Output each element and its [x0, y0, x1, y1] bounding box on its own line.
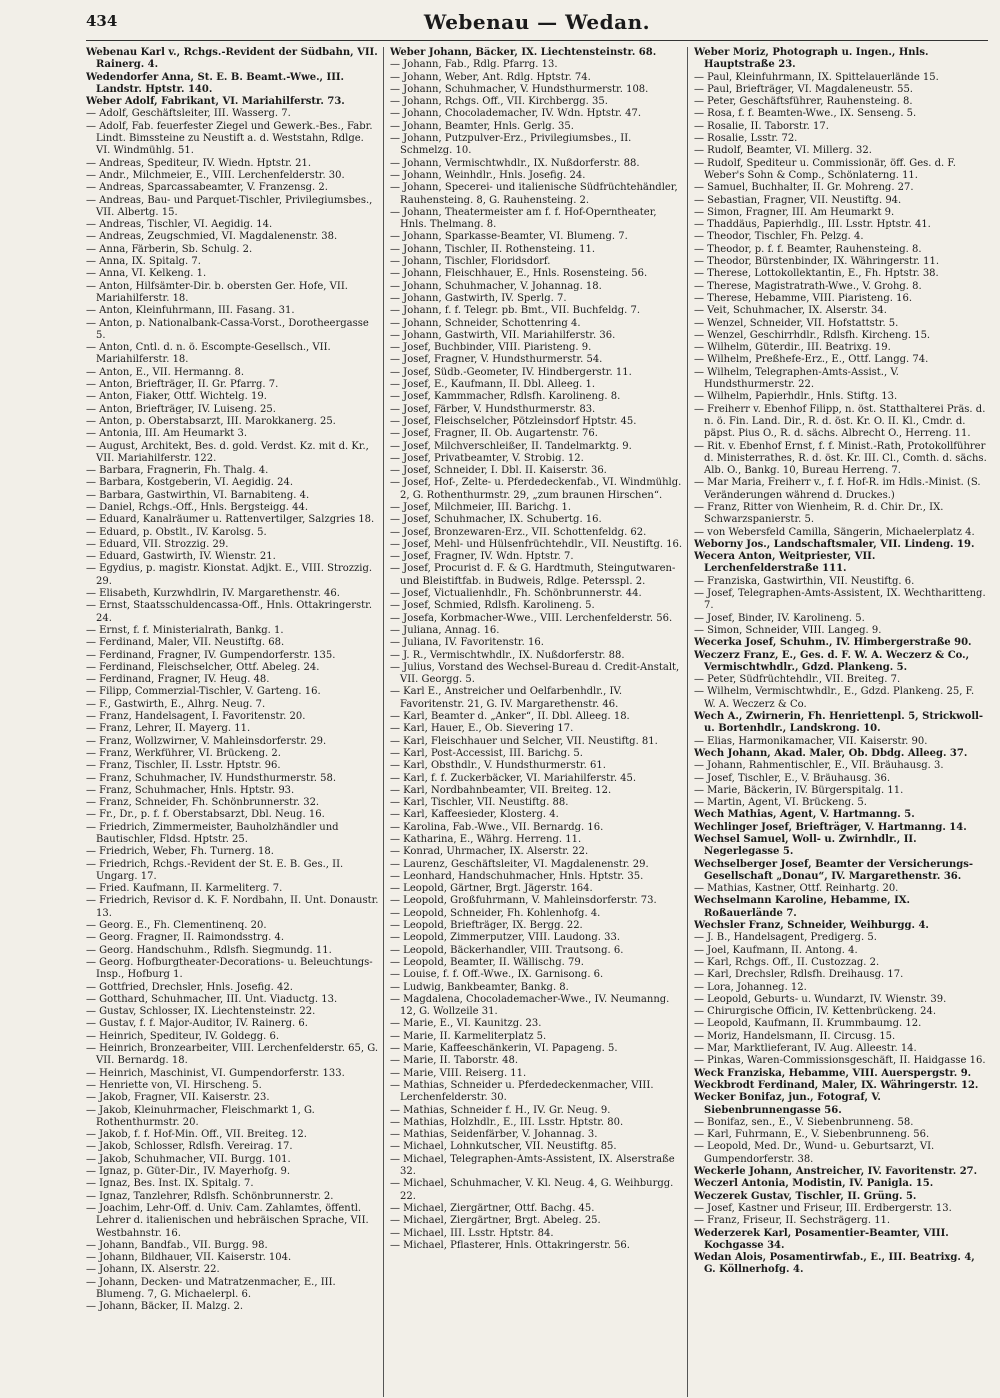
directory-entry: Weber Moriz, Photograph u. Ingen., Hnls. Hauptstraße 23.	[694, 47, 929, 71]
directory-entry: Wechsel Samuel, Woll- u. Zwirnhdlr., II. Negerlegasse 5.	[694, 834, 917, 858]
directory-entry: — Ernst, Staatsschuldencassa-Off., Hnls. Ottakringerstr. 24.	[86, 600, 373, 624]
directory-entry: — Wilhelm, Telegraphen-Amts-Assist., V. Hundsthurmerstr. 22.	[694, 366, 899, 391]
directory-entry: — Anton, p. Nationalbank-Cassa-Vorst., Dorotheergasse 5.	[86, 317, 369, 341]
directory-entry: — Rosalie, Lsstr. 72.	[694, 133, 798, 145]
directory-entry: — Barbara, Gastwirthin, VI. Barnabiteng. 4.	[86, 489, 310, 501]
directory-entry: Weck Franziska, Hebamme, VIII. Auerspergstr. 9.	[694, 1067, 972, 1079]
directory-entry: — Anna, IX. Spitalg. 7.	[86, 256, 201, 268]
directory-entry: — Theodor, Bürstenbinder, IX. Währingerstr. 11.	[694, 256, 940, 268]
directory-entry: — Johann, IX. Alserstr. 22.	[86, 1264, 220, 1276]
directory-entry: — Josef, Mehl- und Hülsenfrüchtehdlr., VII. Neustiftg. 16.	[390, 538, 683, 550]
directory-entry: — Karl, Obsthdlr., V. Hundsthurmerstr. 61.	[390, 760, 606, 772]
directory-entry: — Ludwig, Bankbeamter, Bankg. 8.	[390, 981, 569, 993]
directory-entry: — Johann, Schuhmacher, V. Hundsthurmerstr. 108.	[390, 83, 649, 95]
directory-entry: — Jakob, Schuhmacher, VII. Burgg. 101.	[86, 1153, 291, 1165]
directory-entry: — Josef, Hof-, Zelte- u. Pferdedeckenfab., VI. Windmühlg. 2, G. Rothenthurmstr. 29, „zum braunen Hirschen“.	[390, 477, 682, 501]
directory-entry: — Franz, Werkführer, VI. Brückeng. 2.	[86, 747, 281, 759]
directory-entry: Wedan Alois, Posamentirwfab., E., III. Beatrixg. 4, G. Köllnerhofg. 4.	[694, 1252, 975, 1276]
directory-entry: Wech Johann, Akad. Maler, Ob. Dbdg. Alleeg. 37.	[694, 747, 968, 759]
directory-entry: — Paul, Kleinfuhrmann, IX. Spittelauerlände 15.	[694, 71, 939, 83]
directory-entry: — Georg. Hofburgtheater-Decorations- u. Beleuchtungs-Insp., Hofburg 1.	[86, 956, 373, 981]
directory-entry: — Wilhelm, Vermischtwhdlr., E., Gdzd. Plankeng. 25, F. W. A. Weczerz & Co.	[694, 686, 975, 710]
directory-entry: — Gotthard, Schuhmacher, III. Unt. Viaductg. 13.	[86, 993, 338, 1005]
directory-entry: — Karl, Fleischhauer und Selcher, VII. Neustiftg. 81.	[390, 735, 658, 747]
directory-entry: — Anton, p. Oberstabsarzt, III. Marokkanerg. 25.	[86, 415, 336, 427]
directory-entry: — Josef, Fleischselcher, Pötzleinsdorf Hptstr. 45.	[390, 415, 637, 427]
directory-entry: — Franziska, Gastwirthin, VII. Neustiftg. 6.	[694, 575, 915, 587]
directory-entry: — Anton, Kleinfuhrmann, III. Fasang. 31.	[86, 305, 295, 317]
directory-entry: — Johann, f. f. Telegr. pb. Bmt., VII. Buchfeldg. 7.	[390, 305, 640, 317]
directory-entry: — Johann, Vermischtwhdlr., IX. Nußdorferstr. 88.	[390, 157, 640, 169]
column-middle	[390, 47, 688, 1397]
directory-entry: — Gustav, Schlosser, IX. Liechtensteinstr. 22.	[86, 1006, 316, 1018]
directory-entry: — Georg. E., Fh. Clementinenq. 20.	[86, 920, 267, 932]
directory-entry: — Johann, Gastwirth, VII. Mariahilferstr. 36.	[390, 329, 616, 341]
directory-entry: — Barbara, Fragnerin, Fh. Thalg. 4.	[86, 465, 269, 477]
directory-entry: — Johann, Schneider, Schottenring 4.	[390, 317, 581, 329]
directory-entry: — Leopold, Med. Dr., Wund- u. Geburtsarzt, VI. Gumpendorferstr. 38.	[694, 1141, 935, 1165]
directory-entry: Wechlinger Josef, Briefträger, V. Hartmanng. 14.	[694, 821, 967, 833]
directory-entry: — Leopold, Bäckerhandler, VIII. Trautsong. 6.	[390, 944, 624, 956]
directory-entry: — Wenzel, Schneider, VII. Hofstattstr. 5.	[694, 317, 899, 329]
directory-entry: — Leopold, Schneider, Fh. Kohlenhofg. 4.	[390, 907, 601, 919]
directory-entry: — Wenzel, Geschirrhdlr., Rdlsfh. Kircheng. 15.	[694, 329, 931, 341]
directory-entry: — Moriz, Handelsmann, II. Circusg. 15.	[694, 1030, 896, 1042]
directory-entry: — Andreas, Spediteur, IV. Wiedn. Hptstr. 21.	[86, 157, 312, 169]
directory-entry: — Josef, Schmied, Rdlsfh. Karolineng. 5.	[390, 600, 595, 612]
directory-entry: — Rudolf, Beamter, VI. Millerg. 32.	[694, 145, 872, 157]
directory-entry: — Barbara, Kostgeberin, VI. Aegidig. 24.	[86, 477, 294, 489]
directory-entry: — Gottfried, Drechsler, Hnls. Josefig. 42.	[86, 981, 293, 993]
directory-entry: Weczerz Franz, E., Ges. d. F. W. A. Weczerz & Co., Vermischtwhdlr., Gdzd. Plankeng. 5.	[694, 649, 970, 673]
directory-entry: — Johann, Theatermeister am f. f. Hof-Operntheater, Hnls. Thelmang. 8.	[390, 206, 657, 231]
directory-entry: — Anton, Fiaker, Ottf. Wichtelg. 19.	[86, 391, 267, 403]
directory-entry: — Josef, Bronzewaren-Erz., VII. Schottenfeldg. 62.	[390, 526, 647, 538]
directory-entry: — Pinkas, Waren-Commissionsgeschäft, II. Haidgasse 16.	[694, 1055, 986, 1067]
directory-entry: — August, Architekt, Bes. d. gold. Verdst. Kz. mit d. Kr., VII. Mariahilferstr. 122.	[86, 440, 369, 464]
directory-entry: — Karl, Hauer, E., Ob. Sievering 17.	[390, 723, 574, 735]
directory-entry: — Mathias, Kastner, Ottf. Reinhartg. 20.	[694, 883, 899, 895]
directory-entry: — Josef, Färber, V. Hundsthurmerstr. 83.	[390, 403, 596, 415]
directory-entry: — Josef, Milchverschleißer, II. Tandelmarktg. 9.	[390, 440, 632, 452]
directory-entry: — J. R., Vermischtwhdlr., IX. Nußdorferstr. 88.	[390, 649, 625, 661]
directory-entry: — Eduard, Kanalräumer u. Rattenvertilger, Salzgries 18.	[86, 514, 375, 526]
directory-entry: — Josef, Fragner, IV. Wdn. Hptstr. 7.	[390, 551, 574, 563]
directory-entry: — Johann, Rchgs. Off., VII. Kirchbergg. 35.	[390, 96, 608, 108]
directory-entry: — Ferdinand, Fragner, IV. Gumpendorferstr. 135.	[86, 649, 336, 661]
directory-entry: — Josef, Procurist d. F. & G. Hardtmuth, Steingutwaren- und Bleistiftfab. in Budweis, Rdlge. Petersspl. 2.	[390, 563, 676, 587]
directory-entry: — Rosalie, II. Taborstr. 17.	[694, 120, 829, 132]
directory-entry: — Leopold, Beamter, II. Wällischg. 79.	[390, 956, 584, 968]
directory-entry: — Bonifaz, sen., E., V. Siebenbrunneng. 58.	[694, 1116, 914, 1128]
directory-entry: — Georg. Fragner, II. Raimondsstrg. 4.	[86, 932, 285, 944]
page-number: 434	[86, 12, 118, 30]
directory-entry: — Karl, Tischler, VII. Neustiftg. 88.	[390, 797, 569, 809]
directory-entry: — Josefa, Korbmacher-Wwe., VIII. Lerchenfelderstr. 56.	[390, 612, 673, 624]
directory-entry: — Jakob, Fragner, VII. Kaiserstr. 23.	[86, 1092, 270, 1104]
directory-entry: — Josef, Victualienhdlr., Fh. Schönbrunnerstr. 44.	[390, 588, 642, 600]
directory-entry: — Mathias, Schneider f. H., IV. Gr. Neug. 9.	[390, 1104, 611, 1116]
directory-entry: — Michael, Lohnkutscher, VII. Neustiftg. 85.	[390, 1141, 617, 1153]
directory-entry: — Marie, Kaffeeschänkerin, VI. Papageng. 5.	[390, 1043, 618, 1055]
directory-entry: — Elias, Harmonikamacher, VII. Kaiserstr. 90.	[694, 735, 928, 747]
directory-entry: Webenau Karl v., Rchgs.-Revident der Südbahn, VII. Rainerg. 4.	[86, 47, 378, 71]
directory-entry: — Lora, Johanneg. 12.	[694, 981, 807, 993]
directory-entry: — Jakob, Schlosser, Rdlsfh. Vereirag. 17.	[86, 1141, 293, 1153]
directory-entry: — Theodor, p. f. f. Beamter, Rauhensteing. 8.	[694, 243, 922, 255]
directory-entry: — Johann, Rahmentischler, E., VII. Bräuhausg. 3.	[694, 760, 944, 772]
directory-entry: — Julius, Vorstand des Wechsel-Bureau d. Credit-Anstalt, VII. Georgg. 5.	[390, 661, 680, 686]
directory-entry: Wecerka Josef, Schuhm., IV. Himbergerstraße 90.	[694, 637, 972, 649]
directory-entry: — Andreas, Sparcassabeamter, V. Franzensg. 2.	[86, 182, 328, 194]
directory-entry: — Jakob, f. f. Hof-Min. Off., VII. Breiteg. 12.	[86, 1129, 307, 1141]
directory-entry: — Filipp, Commerzial-Tischler, V. Garteng. 16.	[86, 686, 321, 698]
directory-entry: — Franz, Schneider, Fh. Schönbrunnerstr. 32.	[86, 797, 320, 809]
directory-entry: — Laurenz, Geschäftsleiter, VI. Magdalenenstr. 29.	[390, 858, 649, 870]
directory-entry: Weber Adolf, Fabrikant, VI. Mariahilferstr. 73.	[86, 96, 345, 108]
directory-entry: — Andr., Milchmeier, E., VIII. Lerchenfelderstr. 30.	[86, 169, 345, 181]
directory-entry: — Josef, Privatbeamter, V. Strobig. 12.	[390, 452, 584, 464]
directory-entry: — von Webersfeld Camilla, Sängerin, Michaelerplatz 4.	[694, 526, 975, 538]
directory-entry: Wechselberger Josef, Beamter der Versicherungs-Gesellschaft „Donau“, IV. Margarethenstr. 36.	[694, 858, 974, 882]
directory-entry: Wechselmann Karoline, Hebamme, IX. Roßauerlände 7.	[694, 895, 911, 919]
directory-entry: — Karl, Beamter d. „Anker“, II. Dbl. Alleeg. 18.	[390, 711, 630, 723]
directory-entry: — Josef, Schneider, I. Dbl. II. Kaiserstr. 36.	[390, 465, 607, 477]
directory-entry: Wederzerek Karl, Posamentier-Beamter, VIII. Kochgasse 34.	[694, 1227, 949, 1251]
directory-entry: — Magdalena, Chocolademacher-Wwe., IV. Neumanng. 12, G. Wollzeile 31.	[390, 993, 670, 1018]
directory-entry: — Therese, Magistratrath-Wwe., V. Grohg. 8.	[694, 280, 922, 292]
directory-entry: Weborny Jos., Landschaftsmaler, VII. Lindeng. 19.	[694, 538, 975, 550]
directory-entry: — Rit. v. Ebenhof Ernst, f. f. Minist.-Rath, Protokollführer d. Ministerrathes, R. d. öst. Kr. III. Cl., Comth. d. sächs. Alb. O., Bankg. 10, Bureau Herreng. 7.	[694, 440, 987, 477]
directory-entry: — Karl, Fuhrmann, E., V. Siebenbrunneng. 56.	[694, 1129, 930, 1141]
directory-entry: — Marie, Bäckerin, IV. Bürgerspitalg. 11.	[694, 784, 904, 796]
directory-entry: — Mathias, Seidenfärber, V. Johannag. 3.	[390, 1129, 598, 1141]
directory-entry: — Josef, Kastner und Friseur, III. Erdbergerstr. 13.	[694, 1202, 952, 1214]
directory-entry: — Josef, Fragner, V. Hundsthurmerstr. 54.	[390, 354, 603, 366]
directory-entry: Weckbrodt Ferdinand, Maler, IX. Währingerstr. 12.	[694, 1079, 979, 1091]
directory-entry: — Samuel, Buchhalter, II. Gr. Mohreng. 27.	[694, 182, 914, 194]
directory-entry: — Mar, Marktlieferant, IV. Aug. Alleestr. 14.	[694, 1043, 917, 1055]
directory-entry: — Heinrich, Bronzearbeiter, VIII. Lerchenfelderstr. 65, G. VII. Bernardg. 18.	[86, 1043, 379, 1067]
directory-entry: — Mathias, Schneider u. Pferdedeckenmacher, VIII. Lerchenfelderstr. 30.	[390, 1079, 654, 1104]
directory-entry: — Franz, Friseur, II. Sechsträgerg. 11.	[694, 1215, 891, 1227]
directory-entry: — Josef, Binder, IV. Karolineng. 5.	[694, 612, 865, 624]
directory-entry: — Franz, Schuhmacher, IV. Hundsthurmerstr. 58.	[86, 772, 337, 784]
directory-entry: — Ferdinand, Maler, VII. Neustiftg. 68.	[86, 637, 285, 649]
directory-entry: — Josef, Milchmeier, III. Barichg. 1.	[390, 501, 572, 513]
directory-entry: — Karl E., Anstreicher und Oelfarbenhdlr., IV. Favoritenstr. 21, G. IV. Margarethenstr. 46.	[390, 686, 623, 710]
directory-entry: — Ignaz, p. Güter-Dir., IV. Mayerhofg. 9.	[86, 1166, 291, 1178]
directory-entry: — Leopold, Zimmerputzer, VIII. Laudong. 33.	[390, 932, 621, 944]
directory-columns	[86, 47, 988, 1397]
directory-entry: — Therese, Hebamme, VIII. Piaristeng. 16.	[694, 292, 913, 304]
directory-entry: — Friedrich, Rchgs.-Revident der St. E. B. Ges., II. Ungarg. 17.	[86, 858, 344, 882]
directory-entry: — Johann, Bildhauer, VII. Kaiserstr. 104.	[86, 1252, 292, 1264]
directory-entry: — Ignaz, Tanzlehrer, Rdlsfh. Schönbrunnerstr. 2.	[86, 1190, 334, 1202]
directory-entry: — Josef, E., Kaufmann, II. Dbl. Alleeg. 1.	[390, 379, 596, 391]
directory-entry: — Johann, Weber, Ant. Rdlg. Hptstr. 74.	[390, 71, 591, 83]
directory-entry: — Chirurgische Officin, IV. Kettenbrückeng. 24.	[694, 1006, 937, 1018]
directory-entry: — Andreas, Tischler, VI. Aegidig. 14.	[86, 219, 273, 231]
directory-entry: — Egydius, p. magistr. Kionstat. Adjkt. E., VIII. Strozzig. 29.	[86, 563, 373, 587]
directory-entry: — Karolina, Fab.-Wwe., VII. Bernardg. 16.	[390, 821, 604, 833]
directory-entry: — Josef, Telegraphen-Amts-Assistent, IX. Wechtharitteng. 7.	[694, 588, 986, 612]
directory-entry: — J. B., Handelsagent, Predigerg. 5.	[694, 932, 877, 944]
directory-entry: — Johann, Tischler, II. Rothensteing. 11.	[390, 243, 596, 255]
directory-entry: — Eduard, p. Obstlt., IV. Karolsg. 5.	[86, 526, 267, 538]
directory-entry: — Antonia, III. Am Heumarkt 3.	[86, 428, 248, 440]
directory-entry: Weckerle Johann, Anstreicher, IV. Favoritenstr. 27.	[694, 1166, 978, 1178]
directory-entry: — Johann, Fleischhauer, E., Hnls. Rosensteing. 56.	[390, 268, 648, 280]
directory-entry: — Franz, Handelsagent, I. Favoritenstr. 20.	[86, 711, 306, 723]
directory-entry: — Anton, Hilfsämter-Dir. b. obersten Ger. Hofe, VII. Mariahilferstr. 18.	[86, 280, 348, 304]
directory-entry: — Konrad, Uhrmacher, IX. Alserstr. 22.	[390, 846, 589, 858]
directory-entry: — Marie, E., VI. Kaunitzg. 23.	[390, 1018, 542, 1030]
directory-entry: — Andreas, Zeugschmied, VI. Magdalenenstr. 38.	[86, 231, 338, 243]
directory-entry: — Fried. Kaufmann, II. Karmeliterg. 7.	[86, 883, 283, 895]
directory-entry: — Peter, Geschäftsführer, Rauhensteing. 8.	[694, 96, 913, 108]
directory-entry: — Leopold, Gärtner, Brgt. Jägerstr. 164.	[390, 883, 593, 895]
directory-entry: — Johann, Decken- und Matratzenmacher, E., III. Blumeng. 7, G. Michaelerpl. 6.	[86, 1276, 336, 1300]
directory-entry: — Juliana, IV. Favoritenstr. 16.	[390, 637, 544, 649]
directory-entry: Weber Johann, Bäcker, IX. Liechtensteinstr. 68.	[390, 47, 657, 58]
directory-entry: — Josef, Tischler, E., V. Bräuhausg. 36.	[694, 772, 890, 784]
directory-entry: — Johann, Bandfab., VII. Burgg. 98.	[86, 1239, 268, 1251]
directory-entry: — Ernst, f. f. Ministerialrath, Bankg. 1.	[86, 624, 284, 636]
directory-entry: — Joel, Kaufmann, II. Antong. 4.	[694, 944, 858, 956]
directory-entry: — Jakob, Kleinuhrmacher, Fleischmarkt 1, G. Rothenthurmstr. 20.	[86, 1104, 315, 1128]
directory-entry: — Simon, Schneider, VIII. Langeg. 9.	[694, 624, 882, 636]
directory-entry: — Veit, Schuhmacher, IX. Alserstr. 34.	[694, 305, 887, 317]
running-title: Webenau — Wedan.	[423, 10, 651, 34]
directory-entry: — Simon, Fragner, III. Am Heumarkt 9.	[694, 206, 895, 218]
directory-entry: — Johann, Gastwirth, IV. Sperlg. 7.	[390, 292, 567, 304]
directory-entry: — Johann, Beamter, Hnls. Gerlg. 35.	[390, 120, 574, 132]
directory-entry: — Franz, Ritter von Wienheim, R. d. Chir. Dr., IX. Schwarzspanierstr. 5.	[694, 501, 944, 526]
column-right	[694, 47, 988, 1397]
directory-entry: — Ferdinand, Fleischselcher, Ottf. Abeleg. 24.	[86, 661, 320, 673]
directory-entry: — Leopold, Geburts- u. Wundarzt, IV. Wienstr. 39.	[694, 993, 947, 1005]
directory-entry: — Josef, Kammmacher, Rdlsfh. Karolineng. 8.	[390, 391, 621, 403]
directory-entry: — Johann, Bäcker, II. Malzg. 2.	[86, 1301, 244, 1313]
directory-entry: — Leonhard, Handschuhmacher, Hnls. Hptstr. 35.	[390, 870, 644, 882]
directory-entry: — Johann, Tischler, Floridsdorf.	[390, 256, 551, 268]
directory-entry: — Josef, Buchbinder, VIII. Piaristeng. 9.	[390, 342, 592, 354]
column-left	[86, 47, 384, 1397]
directory-entry: — Marie, II. Taborstr. 48.	[390, 1055, 519, 1067]
directory-entry: — Leopold, Großfuhrmann, V. Mahleinsdorferstr. 73.	[390, 895, 657, 907]
page-header	[86, 8, 988, 41]
directory-entry: — Friedrich, Zimmermeister, Bauholzhändler und Bautischler, Fldsd. Hptstr. 25.	[86, 821, 339, 845]
directory-entry: — Leopold, Kaufmann, II. Krummbaumg. 12.	[694, 1018, 922, 1030]
directory-entry: — Anna, Färberin, Sb. Schulg. 2.	[86, 243, 253, 255]
directory-entry: Wecker Bonifaz, jun., Fotograf, V. Siebenbrunnengasse 56.	[694, 1092, 881, 1116]
directory-entry: — Mathias, Holzhdlr., E., III. Lsstr. Hptstr. 80.	[390, 1116, 624, 1128]
directory-entry: — Anton, Briefträger, IV. Luiseng. 25.	[86, 403, 276, 415]
directory-entry: — Michael, III. Lsstr. Hptstr. 84.	[390, 1227, 554, 1239]
directory-entry: — Wilhelm, Preßhefe-Erz., E., Ottf. Langg. 74.	[694, 354, 929, 366]
directory-entry: — Michael, Ziergärtner, Brgt. Abeleg. 25.	[390, 1215, 601, 1227]
directory-entry: — Adolf, Geschäftsleiter, III. Wasserg. 7.	[86, 108, 291, 120]
directory-entry: — Leopold, Briefträger, IX. Bergg. 22.	[390, 920, 583, 932]
directory-entry: — Juliana, Annag. 16.	[390, 624, 500, 636]
directory-entry: — Ferdinand, Fragner, IV. Heug. 48.	[86, 674, 270, 686]
directory-entry: — Ignaz, Bes. Inst. IX. Spitalg. 7.	[86, 1178, 254, 1190]
directory-entry: — Eduard, Gastwirth, IV. Wienstr. 21.	[86, 551, 276, 563]
directory-entry: — Gustav, f. f. Major-Auditor, IV. Rainerg. 6.	[86, 1018, 308, 1030]
directory-entry: — Karl, Drechsler, Rdlsfh. Dreihausg. 17.	[694, 969, 904, 981]
directory-entry: — Friedrich, Weber, Fh. Turnerg. 18.	[86, 846, 274, 858]
directory-entry: — Joachim, Lehr-Off. d. Univ. Cam. Zahlamtes, öffentl. Lehrer d. italienischen und hebräischen Sprache, VII. Westbahnstr. 16.	[86, 1202, 369, 1239]
directory-entry: Wech A., Zwirnerin, Fh. Henriettenpl. 5, Strickwoll- u. Bortenhdlr., Landskrong. 10.	[694, 711, 984, 735]
directory-entry: Wecera Anton, Weitpriester, VII. Lerchenfelderstraße 111.	[694, 551, 876, 575]
directory-entry: — Rudolf, Spediteur u. Commissionär, öff. Ges. d. F. Weber's Sohn & Comp., Schönlaterng. 11.	[694, 157, 956, 181]
directory-entry: — Josef, Schuhmacher, IX. Schubertg. 16.	[390, 514, 602, 526]
directory-entry: — Mar Maria, Freiherr v., f. f. Hof-R. im Hdls.-Minist. (S. Veränderungen während d. Druckes.)	[694, 477, 981, 501]
directory-entry: — Johann, Sparkasse-Beamter, VI. Blumeng. 7.	[390, 231, 628, 243]
directory-entry: — Wilhelm, Papierhdlr., Hnls. Stiftg. 13.	[694, 391, 898, 403]
directory-entry: — Johann, Chocolademacher, IV. Wdn. Hptstr. 47.	[390, 108, 641, 120]
directory-entry: — Michael, Ziergärtner, Ottf. Bachg. 45.	[390, 1202, 595, 1214]
directory-entry: — Sebastian, Fragner, VII. Neustiftg. 94.	[694, 194, 902, 206]
directory-entry: — Franz, Schuhmacher, Hnls. Hptstr. 93.	[86, 784, 295, 796]
directory-entry: — Peter, Südfrüchtehdlr., VII. Breiteg. 7.	[694, 674, 901, 686]
directory-entry: — Franz, Lehrer, II. Mayerg. 11.	[86, 723, 251, 735]
directory-entry: — Johann, Weinhdlr., Hnls. Josefig. 24.	[390, 169, 586, 181]
directory-entry: — Martin, Agent, VI. Brückeng. 5.	[694, 797, 867, 809]
directory-entry: — Andreas, Bau- und Parquet-Tischler, Privilegiumsbes., VII. Albertg. 15.	[86, 194, 373, 218]
directory-entry: — Theodor, Tischler, Fh. Pelzg. 4.	[694, 231, 864, 243]
directory-entry: — Louise, f. f. Off.-Wwe., IX. Garnisong. 6.	[390, 969, 604, 981]
directory-entry: — Karl, Rchgs. Off., II. Custozzag. 2.	[694, 956, 880, 968]
directory-entry: — Therese, Lottokollektantin, E., Fh. Hptstr. 38.	[694, 268, 939, 280]
directory-entry: — Karl, Kaffeesieder, Klosterg. 4.	[390, 809, 559, 821]
directory-entry: — Adolf, Fab. feuerfester Ziegel und Gewerk.-Bes., Fabr. Lindt. Bimssteine zu Neustift a. d. Weststahn, Rdlge. VI. Windmühlg. 51.	[86, 120, 373, 157]
directory-entry: — Johann, Fab., Rdlg. Pfarrg. 13.	[390, 59, 558, 71]
directory-entry: — Johann, Specerei- und italienische Südfrüchtehändler, Rauhensteing. 8, G. Rauhensteing. 2.	[390, 182, 678, 206]
directory-entry: — Fr., Dr., p. f. f. Oberstabsarzt, Dbl. Neug. 16.	[86, 809, 325, 821]
directory-entry: — Eduard, VII. Strozzig. 29.	[86, 538, 229, 550]
directory-entry: — Karl, f. f. Zuckerbäcker, VI. Mariahilferstr. 45.	[390, 772, 637, 784]
directory-entry: — Anton, Briefträger, II. Gr. Pfarrg. 7.	[86, 379, 279, 391]
directory-entry: — Wilhelm, Güterdir., III. Beatrixg. 19.	[694, 342, 891, 354]
directory-entry: — Heinrich, Spediteur, IV. Goldegg. 6.	[86, 1030, 280, 1042]
directory-entry: Weczerl Antonia, Modistin, IV. Panigla. 15.	[694, 1178, 934, 1190]
directory-entry: — Elisabeth, Kurzwhdlrin, IV. Margarethenstr. 46.	[86, 588, 340, 600]
directory-entry: — Franz, Wollzwirner, V. Mahleinsdorferstr. 29.	[86, 735, 327, 747]
directory-entry: — Rosa, f. f. Beamten-Wwe., IX. Senseng. 5.	[694, 108, 917, 120]
directory-entry: — Michael, Pflasterer, Hnls. Ottakringerstr. 56.	[390, 1239, 630, 1251]
directory-entry: — Georg. Handschuhm., Rdlsfh. Siegmundg. 11.	[86, 944, 332, 956]
directory-entry: — Anna, VI. Kelkeng. 1.	[86, 268, 207, 280]
directory-entry: — F., Gastwirth, E., Alhrg. Neug. 7.	[86, 698, 266, 710]
directory-entry: — Karl, Nordbahnbeamter, VII. Breiteg. 12.	[390, 784, 612, 796]
directory-entry: Wechsler Franz, Schneider, Weihburgg. 4.	[694, 920, 929, 932]
directory-entry: — Friedrich, Revisor d. K. F. Nordbahn, II. Unt. Donaustr. 13.	[86, 895, 379, 919]
directory-entry: — Michael, Telegraphen-Amts-Assistent, IX. Alserstraße 32.	[390, 1153, 675, 1178]
directory-entry: Wedendorfer Anna, St. E. B. Beamt.-Wwe., III. Landstr. Hptstr. 140.	[86, 71, 345, 95]
directory-entry: — Daniel, Rchgs.-Off., Hnls. Bergsteigg. 44.	[86, 501, 309, 513]
directory-entry: — Paul, Briefträger, VI. Magdaleneustr. 55.	[694, 83, 913, 95]
directory-entry: — Karl, Post-Accessist, III. Barichg. 5.	[390, 747, 583, 759]
directory-entry: — Johann, Schuhmacher, V. Johannag. 18.	[390, 280, 602, 292]
directory-entry: — Josef, Südb.-Geometer, IV. Hindbergerstr. 11.	[390, 366, 632, 378]
directory-entry: — Katharina, E., Währg. Herreng. 11.	[390, 834, 582, 845]
directory-entry: — Thaddäus, Papierhdlg., III. Lsstr. Hptstr. 41.	[694, 219, 931, 231]
directory-entry: — Michael, Schuhmacher, V. Kl. Neug. 4, G. Weihburgg. 22.	[390, 1178, 674, 1202]
directory-entry: — Anton, E., VII. Hermanng. 8.	[86, 366, 245, 378]
directory-entry: Wech Mathias, Agent, V. Hartmanng. 5.	[694, 809, 915, 821]
directory-entry: — Henriette von, VI. Hirscheng. 5.	[86, 1079, 262, 1091]
directory-entry: — Heinrich, Maschinist, VI. Gumpendorferstr. 133.	[86, 1067, 345, 1079]
directory-entry: — Marie, II. Karmeliterplatz 5.	[390, 1030, 547, 1042]
directory-entry: — Freiherr v. Ebenhof Filipp, n. öst. Statthalterei Präs. d. n. ö. Fin. Land. Dir., R. d. öst. Kr. O. II. Kl., Cmdr. d. päpst. Pius O., R. d. sächs. Albrecht O., Herreng. 11.	[694, 403, 986, 440]
directory-entry: Weczerek Gustav, Tischler, II. Grüng. 5.	[694, 1190, 917, 1202]
directory-entry: — Marie, VIII. Reiserg. 11.	[390, 1067, 527, 1079]
directory-entry: — Franz, Tischler, II. Lsstr. Hptstr. 96.	[86, 760, 281, 772]
directory-entry: — Johann, Putzpulver-Erz., Privilegiumsbes., II. Schmelzg. 10.	[390, 133, 632, 157]
directory-entry: — Anton, Cntl. d. n. ö. Escompte-Gesellsch., VII. Mariahilferstr. 18.	[86, 342, 331, 366]
directory-entry: — Josef, Fragner, II. Ob. Augartenstr. 76.	[390, 428, 598, 440]
